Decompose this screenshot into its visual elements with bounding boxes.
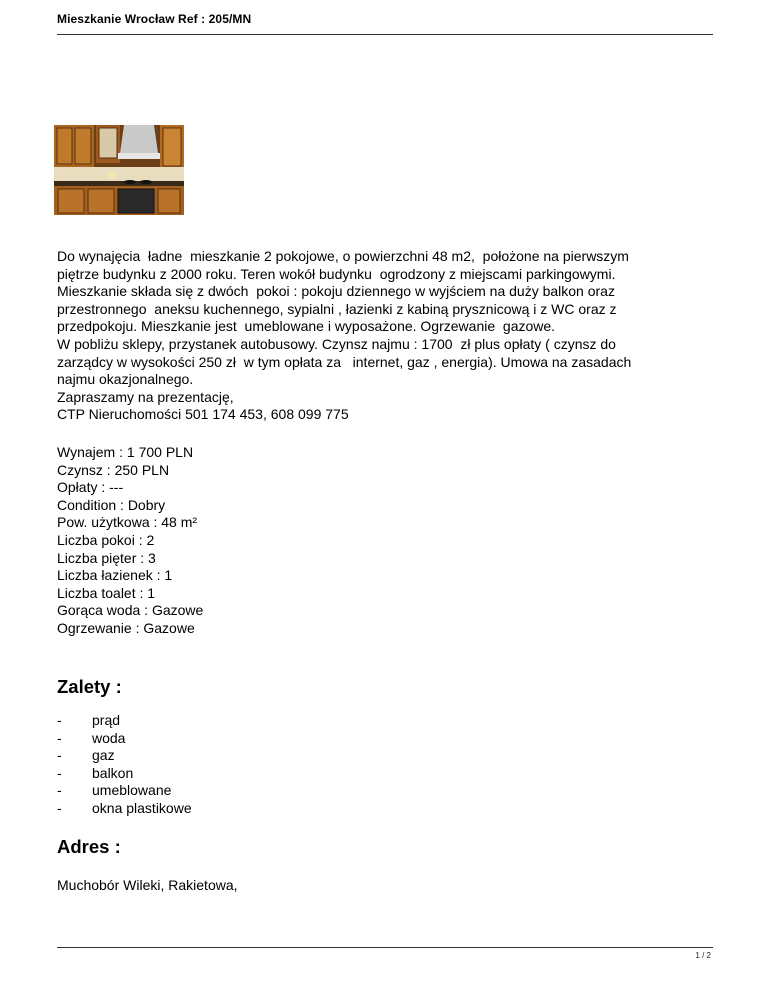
property-details [57, 444, 457, 638]
description-line: zarządcy w wysokości 250 zł w tym opłata za internet, gaz , energia). Umowa na zasadach [57, 353, 632, 370]
detail-fee: Czynsz : 250 PLN [57, 461, 170, 478]
advantage-label: prąd [92, 712, 121, 728]
page-number: 1 / 2 [695, 951, 711, 960]
bullet-dash: - [57, 764, 62, 781]
detail-hot-water: Gorąca woda : Gazowe [57, 602, 204, 619]
document-title: Mieszkanie Wrocław Ref : 205/MN [57, 12, 252, 26]
detail-floors: Liczba pięter : 3 [57, 549, 156, 566]
detail-rent: Wynajem : 1 700 PLN [57, 444, 194, 460]
description-line: przestronnego aneksu kuchennego, sypialni , łazienki z kabiną prysznicową i z WC oraz z [57, 300, 617, 317]
bullet-dash: - [57, 712, 62, 728]
bullet-dash: - [57, 799, 62, 816]
header-divider [57, 34, 713, 35]
bullet-dash: - [57, 782, 62, 799]
advantage-label: okna plastikowe [92, 799, 192, 816]
address-value: Muchobór Wileki, Rakietowa, [57, 877, 238, 893]
detail-area: Pow. użytkowa : 48 m² [57, 514, 198, 531]
list-item [57, 782, 192, 800]
detail-toilets: Liczba toalet : 1 [57, 584, 156, 601]
bullet-dash: - [57, 729, 62, 746]
advantage-label: balkon [92, 764, 134, 781]
advantage-label: umeblowane [92, 782, 172, 799]
detail-bathrooms: Liczba łazienek : 1 [57, 567, 173, 584]
advantages-list [57, 712, 192, 818]
bullet-dash: - [57, 747, 62, 764]
list-item [57, 747, 192, 765]
detail-rooms: Liczba pokoi : 2 [57, 531, 155, 548]
description-line: przedpokoju. Mieszkanie jest umeblowane i wyposażone. Ogrzewanie gazowe. [57, 318, 556, 335]
description-line: W pobliżu sklepy, przystanek autobusowy. Czynsz najmu : 1700 zł plus opłaty ( czynsz do [57, 335, 616, 352]
advantages-heading: Zalety : [57, 676, 122, 697]
list-item [57, 765, 192, 783]
description-line: Zapraszamy na prezentację, [57, 388, 234, 405]
listing-description [57, 248, 717, 424]
description-line: piętrze budynku z 2000 roku. Teren wokół budynku ogrodzony z miejscami parkingowymi. [57, 265, 616, 282]
description-line: Do wynajęcia ładne mieszkanie 2 pokojowe, o powierzchni 48 m2, położone na pierwszym [57, 248, 629, 264]
detail-charges: Opłaty : --- [57, 479, 124, 496]
kitchen-photo [54, 125, 184, 215]
detail-heating: Ogrzewanie : Gazowe [57, 619, 195, 636]
advantage-label: woda [92, 729, 126, 746]
address-heading: Adres : [57, 836, 121, 857]
list-item [57, 800, 192, 818]
footer-divider [57, 947, 713, 948]
list-item [57, 730, 192, 748]
description-line: najmu okazjonalnego. [57, 371, 194, 388]
list-item [57, 712, 192, 730]
detail-condition: Condition : Dobry [57, 496, 166, 513]
description-line: Mieszkanie składa się z dwóch pokoi : pokoju dziennego w wyjściem na duży balkon oraz [57, 283, 615, 300]
advantage-label: gaz [92, 747, 115, 764]
description-line: CTP Nieruchomości 501 174 453, 608 099 775 [57, 406, 349, 423]
